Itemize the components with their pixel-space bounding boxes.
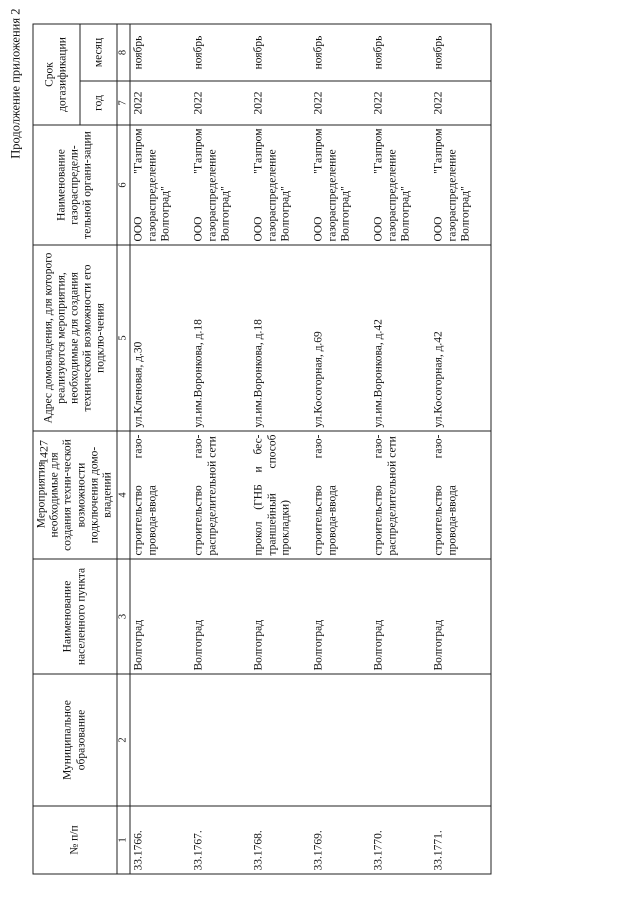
cell-distributor: ООО "Газпром газораспределение Волгоград": [311, 125, 371, 245]
cell-municipality: [311, 674, 371, 806]
cell-address: ул.Косогорная, д.69: [311, 245, 371, 431]
cell-year: 2022: [431, 81, 492, 125]
cell-municipality: [371, 674, 431, 806]
cell-month: ноябрь: [311, 24, 371, 81]
cell-locality: Волгоград: [130, 559, 191, 674]
table-row: [311, 24, 371, 874]
cell-municipality: [431, 674, 492, 806]
table-row: [130, 24, 191, 874]
cell-measure: строительство газо-распределительной сети: [371, 431, 431, 559]
cell-num: 33.1771.: [431, 806, 492, 874]
page-number: 1427: [36, 440, 51, 464]
header-deadline: Срок догазификации: [33, 24, 80, 125]
table-row: [251, 24, 311, 874]
column-number: 4: [117, 431, 130, 559]
cell-num: 33.1767.: [191, 806, 251, 874]
cell-year: 2022: [130, 81, 191, 125]
cell-num: 33.1770.: [371, 806, 431, 874]
cell-locality: Волгоград: [251, 559, 311, 674]
cell-locality: Волгоград: [431, 559, 492, 674]
cell-municipality: [130, 674, 191, 806]
cell-municipality: [251, 674, 311, 806]
continuation-label: Продолжение приложения 2: [8, 8, 23, 159]
cell-measure: прокол (ГНБ и бес-траншейный способ прокладки): [251, 431, 311, 559]
column-number: 3: [117, 559, 130, 674]
cell-address: ул.Косогорная, д.42: [431, 245, 492, 431]
header-year: год: [80, 81, 117, 125]
cell-year: 2022: [371, 81, 431, 125]
cell-year: 2022: [191, 81, 251, 125]
column-number: 7: [117, 81, 130, 125]
cell-measure: строительство газо-провода-ввода: [311, 431, 371, 559]
cell-month: ноябрь: [130, 24, 191, 81]
header-distributor: Наименование газораспредели-тельной органи-зации: [33, 125, 117, 245]
cell-month: ноябрь: [191, 24, 251, 81]
cell-distributor: ООО "Газпром газораспределение Волгоград": [251, 125, 311, 245]
cell-month: ноябрь: [251, 24, 311, 81]
column-number: 5: [117, 245, 130, 431]
cell-address: ул.Кленовая, д.30: [130, 245, 191, 431]
cell-locality: Волгоград: [371, 559, 431, 674]
rotated-page-content: [1, 0, 640, 905]
cell-year: 2022: [311, 81, 371, 125]
header-locality: Наименование населенного пункта: [33, 559, 117, 674]
cell-num: 33.1769.: [311, 806, 371, 874]
cell-locality: Волгоград: [311, 559, 371, 674]
column-number: 2: [117, 674, 130, 806]
cell-measure: строительство газо-провода-ввода: [130, 431, 191, 559]
cell-month: ноябрь: [431, 24, 492, 81]
cell-distributor: ООО "Газпром газораспределение Волгоград": [431, 125, 492, 245]
column-number: 6: [117, 125, 130, 245]
cell-year: 2022: [251, 81, 311, 125]
cell-distributor: ООО "Газпром газораспределение Волгоград": [371, 125, 431, 245]
cell-measure: строительство газо-распределительной сети: [191, 431, 251, 559]
column-number: 1: [117, 806, 130, 874]
gasification-table: [33, 24, 492, 875]
cell-municipality: [191, 674, 251, 806]
cell-locality: Волгоград: [191, 559, 251, 674]
column-number: 8: [117, 24, 130, 81]
header-address: Адрес домовладения, для которого реализуются мероприятия, необходимые для создания технической возможности его подклю-чения: [33, 245, 117, 431]
cell-address: ул.им.Воронкова, д.18: [191, 245, 251, 431]
header-measures: Мероприятия необходимые для создания техни-ческой возможности подключения домо-владений: [33, 431, 117, 559]
cell-num: 33.1768.: [251, 806, 311, 874]
cell-address: ул.им.Воронкова, д.42: [371, 245, 431, 431]
header-month: месяц: [80, 24, 117, 81]
cell-distributor: ООО "Газпром газораспределение Волгоград": [130, 125, 191, 245]
column-numbers-row: [117, 24, 130, 874]
cell-distributor: ООО "Газпром газораспределение Волгоград": [191, 125, 251, 245]
table-row: [371, 24, 431, 874]
cell-num: 33.1766.: [130, 806, 191, 874]
header-municipality: Муниципальное образование: [33, 674, 117, 806]
cell-measure: строительство газо-провода-ввода: [431, 431, 492, 559]
table-row: [431, 24, 492, 874]
cell-address: ул.им.Воронкова, д.18: [251, 245, 311, 431]
table-row: [191, 24, 251, 874]
cell-month: ноябрь: [371, 24, 431, 81]
header-num: № п/п: [33, 806, 117, 874]
